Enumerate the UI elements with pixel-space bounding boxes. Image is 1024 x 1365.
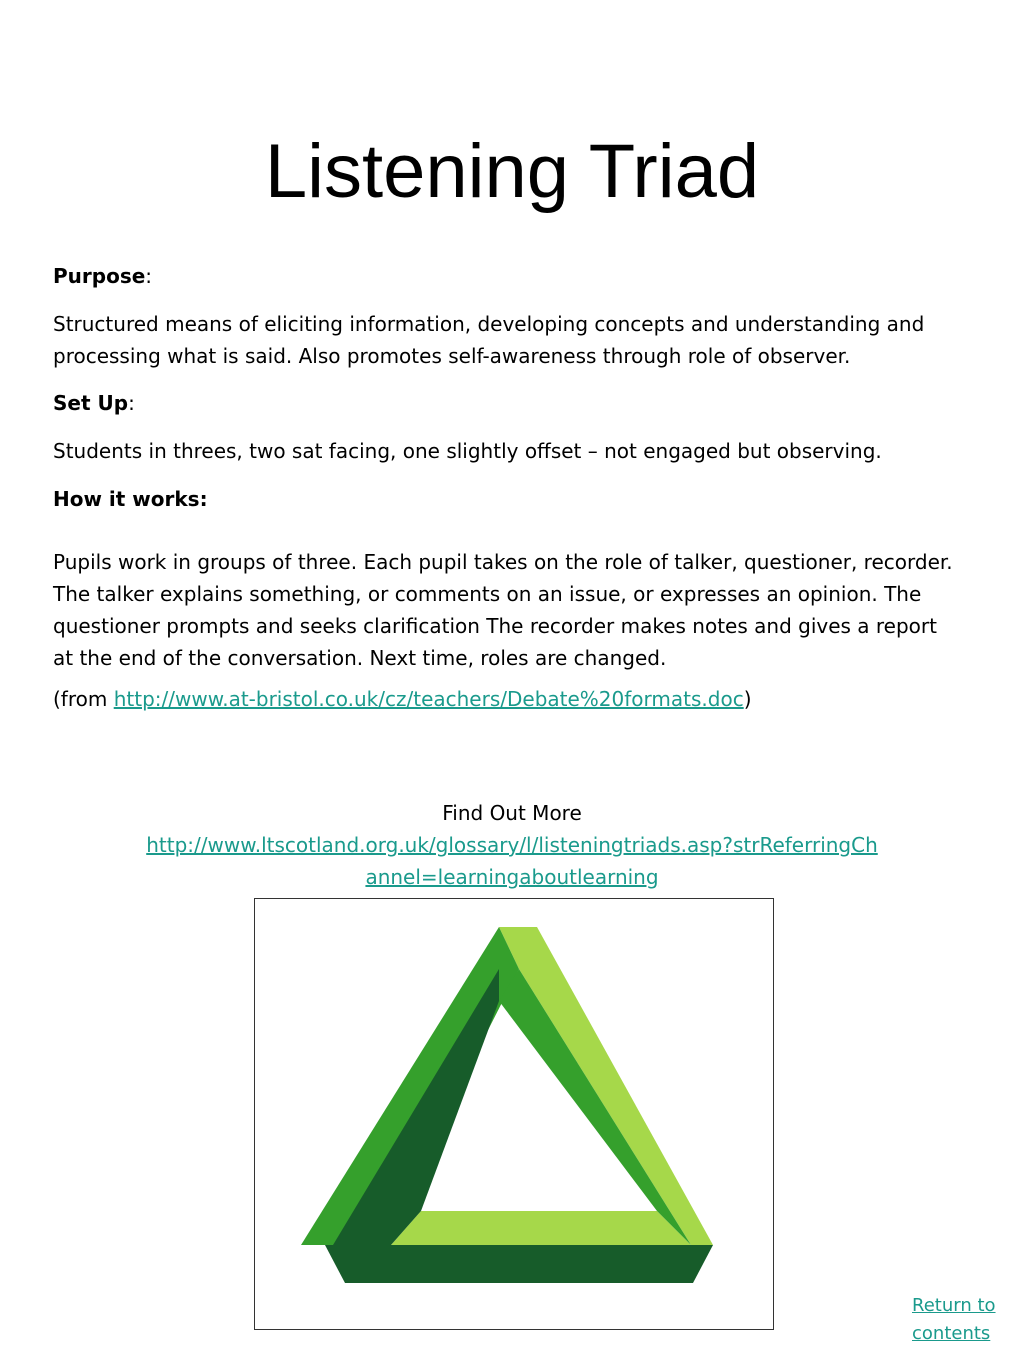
page-title: Listening Triad <box>264 129 760 214</box>
return-link-line2: contents <box>912 1323 991 1344</box>
setup-colon: : <box>128 391 135 415</box>
triangle-bottom-face-light <box>391 1211 691 1245</box>
source-suffix: ) <box>743 687 752 711</box>
find-out-more-label: Find Out More <box>442 801 582 825</box>
purpose-text: Structured means of eliciting information, developing concepts and understanding and processing what is said. Also promotes self-awareness through role of observer. <box>53 312 925 368</box>
find-out-more-link-line1: http://www.ltscotland.org.uk/glossary/l/listeningtriads.asp?strReferringCh <box>146 833 878 857</box>
setup-text: Students in threes, two sat facing, one slightly offset – not engaged but observing. <box>53 439 882 463</box>
setup-heading: Set Up <box>53 391 129 415</box>
find-out-more-link-line2: annel=learningaboutlearning <box>365 865 659 889</box>
find-out-more <box>60 797 964 893</box>
source-prefix: (from <box>53 687 114 711</box>
find-out-more-link[interactable] <box>146 833 878 889</box>
how-text: Pupils work in groups of three. Each pupil takes on the role of talker, questioner, recorder. The talker explains something, or comments on an issue, or expresses an opinion. The questioner prompts and seeks clarification The recorder makes notes and gives a report at the end of the conversation. Next time, roles are changed. <box>53 550 953 670</box>
triangle-right-face-light <box>499 927 713 1245</box>
impossible-triangle-icon <box>255 899 773 1329</box>
triangle-right-inner-face-mid <box>499 969 691 1245</box>
triangle-figure <box>254 898 774 1330</box>
return-link-line1: Return to <box>912 1295 996 1316</box>
triangle-bottom-face-dark <box>325 1245 713 1283</box>
how-heading: How it works: <box>53 487 208 511</box>
purpose-heading: Purpose <box>53 264 146 288</box>
purpose-colon: : <box>145 264 153 288</box>
purpose-heading-line <box>53 260 963 292</box>
source-link[interactable]: http://www.at-bristol.co.uk/cz/teachers/Debate%20formats.doc <box>113 687 744 711</box>
return-to-contents-link[interactable] <box>912 1292 1012 1348</box>
source-line <box>53 683 963 715</box>
setup-heading-line <box>53 387 963 419</box>
